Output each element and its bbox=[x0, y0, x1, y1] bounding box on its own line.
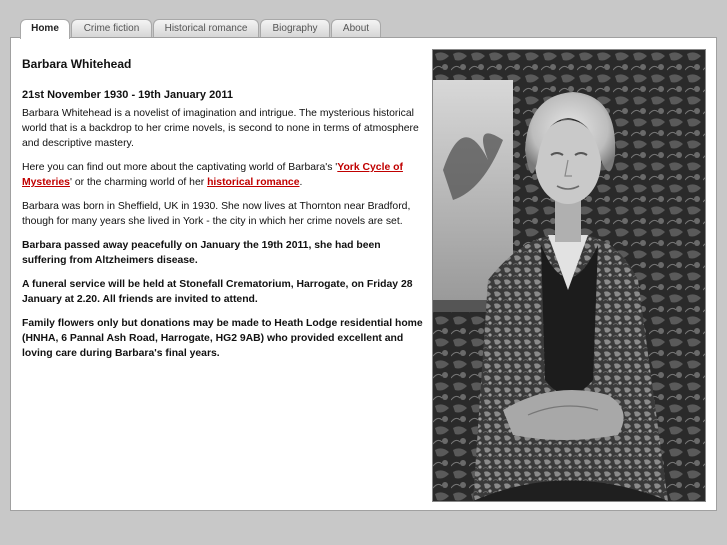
bio-paragraph: Barbara was born in Sheffield, UK in 1930. She now lives at Thornton near Bradford, though for many years she lived in York - the city in which her crime novels are set. bbox=[22, 201, 411, 227]
life-dates: 21st November 1930 - 19th January 2011 bbox=[22, 89, 233, 101]
author-photo-drawing bbox=[433, 50, 705, 501]
nav-tabs bbox=[20, 19, 381, 38]
tab-home[interactable]: Home bbox=[20, 19, 70, 39]
main-text bbox=[22, 56, 427, 370]
tab-historical-romance[interactable]: Historical romance bbox=[153, 19, 259, 37]
author-photo bbox=[432, 49, 706, 502]
tab-biography[interactable]: Biography bbox=[260, 19, 330, 37]
tab-crime-fiction[interactable]: Crime fiction bbox=[71, 19, 152, 37]
links-text-middle: ' or the charming world of her bbox=[69, 177, 208, 188]
passed-paragraph: Barbara passed away peacefully on January the 19th 2011, she had been suffering from Altzheimers disease. bbox=[22, 240, 381, 266]
links-text-before: Here you can find out more about the captivating world of Barbara's ' bbox=[22, 162, 338, 173]
funeral-paragraph: A funeral service will be held at Stonefall Crematorium, Harrogate, on Friday 28 January at 2.20. All friends are invited to attend. bbox=[22, 279, 413, 305]
intro-paragraph: Barbara Whitehead is a novelist of imagination and intrigue. The mysterious historical world that is a backdrop to her crime novels, is second to none in terms of atmosphere and descriptive mastery. bbox=[22, 108, 419, 149]
links-paragraph bbox=[22, 160, 427, 190]
historical-romance-link[interactable]: historical romance bbox=[207, 177, 300, 188]
links-text-after: . bbox=[299, 177, 303, 188]
york-cycle-link[interactable]: York Cycle of Mysteries bbox=[22, 162, 403, 188]
content-panel bbox=[10, 37, 717, 511]
flowers-paragraph: Family flowers only but donations may be made to Heath Lodge residential home (HNHA, 6 Pannal Ash Road, Harrogate, HG2 9AB) who provided excellent and loving care during Barbara's final years. bbox=[22, 318, 423, 359]
tab-about[interactable]: About bbox=[331, 19, 381, 37]
page-title: Barbara Whitehead bbox=[22, 57, 132, 71]
